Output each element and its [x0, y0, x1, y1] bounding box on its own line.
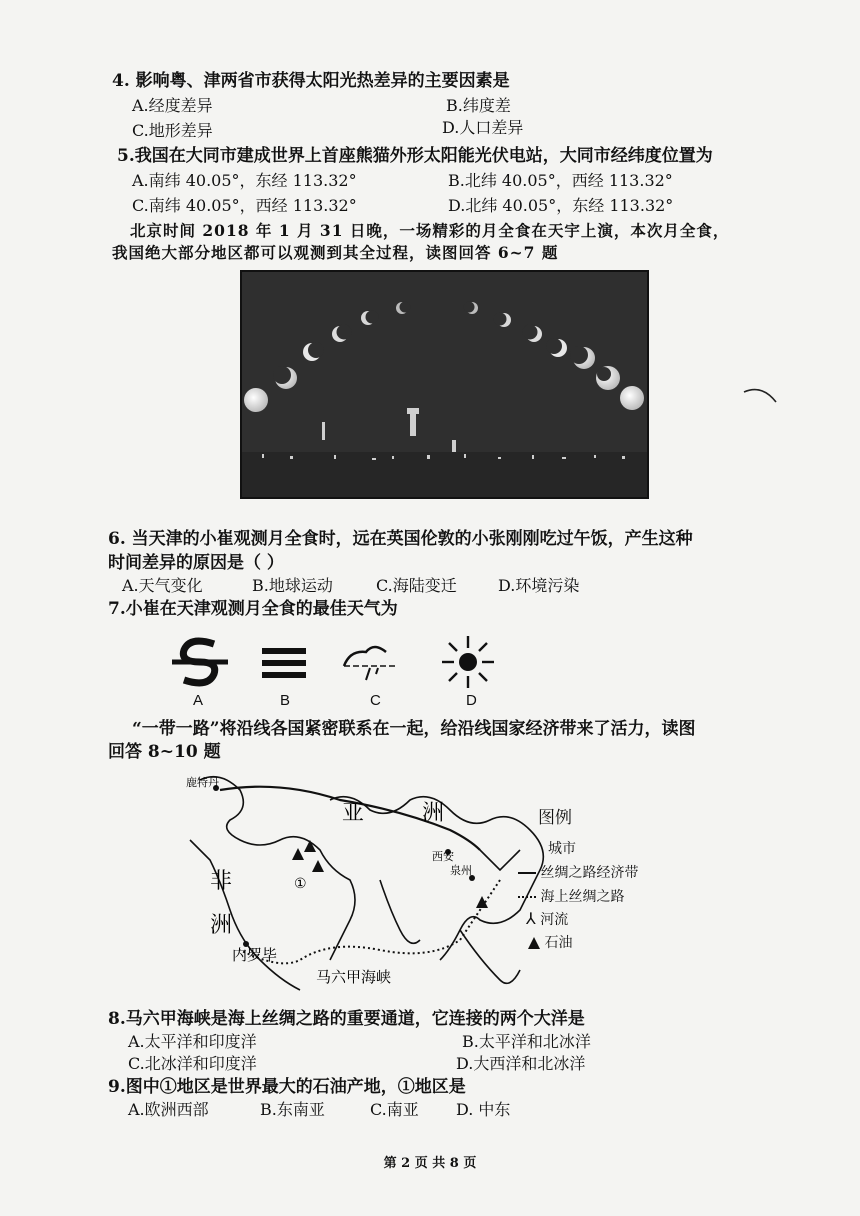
- map-label-region-1: ①: [294, 877, 307, 892]
- q6-stem-line2: 时间差异的原因是（ ）: [108, 553, 284, 573]
- legend-city: 城市: [548, 841, 576, 857]
- city-nairobi-dot: [243, 941, 249, 947]
- q4-option-a: A.经度差异: [132, 96, 213, 115]
- legend-silk-road-belt: [518, 862, 638, 882]
- legend-solid-line-swatch: [518, 872, 536, 874]
- legend-oil: [528, 932, 572, 952]
- legend-maritime-silk-road: [518, 886, 624, 906]
- pen-mark-decoration: [742, 384, 782, 414]
- map-label-rotterdam: 鹿特丹: [186, 777, 219, 789]
- q9-stem: 9.图中①地区是世界最大的石油产地，①地区是: [108, 1077, 466, 1097]
- map-label-quanzhou: 泉州: [450, 865, 472, 877]
- q4-stem: 4. 影响粤、津两省市获得太阳光热差异的主要因素是: [112, 71, 510, 91]
- legend-dotted-line-swatch: [518, 896, 536, 898]
- fog-icon: [256, 632, 316, 692]
- map-label-africa-1: 非: [210, 868, 233, 893]
- map-label-malacca: 马六甲海峡: [316, 970, 392, 986]
- q8-option-a: A.太平洋和印度洋: [128, 1032, 257, 1051]
- intro-6-7-line2: 我国绝大部分地区都可以观测到其全过程，读图回答 6~7 题: [112, 243, 559, 262]
- q5-option-c: C.南纬 40.05°，西经 113.32°: [132, 196, 357, 215]
- oil-symbol: [304, 840, 316, 852]
- legend-river: [526, 909, 568, 929]
- map-label-asia-1: 亚: [342, 800, 365, 825]
- q6-option-b: B.地球运动: [252, 576, 333, 595]
- rain-icon: [340, 632, 400, 692]
- q6-option-d: D.环境污染: [498, 576, 580, 595]
- q6-option-a: A.天气变化: [122, 576, 203, 595]
- lunar-eclipse-photo: [240, 270, 649, 499]
- q9-option-a: A.欧洲西部: [128, 1100, 209, 1119]
- sunny-icon: [438, 632, 498, 692]
- q7-label-c: C: [370, 692, 381, 709]
- q7-label-a: A: [193, 692, 204, 709]
- q8-stem: 8.马六甲海峡是海上丝绸之路的重要通道，它连接的两个大洋是: [108, 1009, 585, 1029]
- q8-option-d: D.大西洋和北冰洋: [456, 1054, 586, 1073]
- q5-option-a: A.南纬 40.05°，东经 113.32°: [132, 171, 357, 190]
- legend-silk-road-belt-label: 丝绸之路经济带: [540, 865, 639, 881]
- q4-option-c: C.地形差异: [132, 121, 213, 140]
- q9-option-b: B.东南亚: [260, 1100, 325, 1119]
- q7-label-d: D: [466, 692, 477, 709]
- q6-option-c: C.海陆变迁: [376, 576, 457, 595]
- q8-option-b: B.太平洋和北冰洋: [462, 1032, 591, 1051]
- typhoon-icon: [170, 632, 230, 692]
- map-label-africa-2: 洲: [210, 912, 233, 937]
- oil-icon: [528, 937, 540, 949]
- legend-maritime-label: 海上丝绸之路: [540, 889, 625, 905]
- maritime-silk-road-route: [240, 880, 500, 963]
- page-footer: 第 2 页 共 8 页: [383, 1156, 477, 1171]
- q5-stem: 5.我国在大同市建成世界上首座熊猫外形太阳能光伏电站，大同市经纬度位置为: [117, 146, 713, 166]
- oil-symbol: [312, 860, 324, 872]
- q7-label-b: B: [280, 692, 291, 709]
- q4-option-d: D.人口差异: [442, 118, 524, 137]
- legend-river-label: 河流: [540, 912, 569, 928]
- q8-option-c: C.北冰洋和印度洋: [128, 1054, 257, 1073]
- map-label-xian: 西安: [432, 851, 454, 863]
- intro-6-7-line1: 北京时间 2018 年 1 月 31 日晚，一场精彩的月全食在天宇上演，本次月全食，: [130, 221, 730, 240]
- intro-8-10-line1: “一带一路”将沿线各国紧密联系在一起，给沿线国家经济带来了活力，读图: [132, 719, 696, 739]
- legend-title: 图例: [538, 808, 572, 828]
- river-icon: ⅄: [526, 909, 536, 928]
- q4-option-b: B.纬度差: [446, 96, 511, 115]
- q9-option-c: C.南亚: [370, 1100, 419, 1119]
- intro-8-10-line2: 回答 8~10 题: [108, 742, 221, 762]
- q7-stem: 7.小崔在天津观测月全食的最佳天气为: [108, 599, 398, 619]
- oil-symbol: [292, 848, 304, 860]
- q5-option-d: D.北纬 40.05°，东经 113.32°: [448, 196, 674, 215]
- map-label-nairobi: 内罗毕: [232, 948, 278, 964]
- q9-option-d: D. 中东: [456, 1100, 511, 1119]
- legend-oil-label: 石油: [544, 935, 573, 951]
- q5-option-b: B.北纬 40.05°，西经 113.32°: [448, 171, 673, 190]
- q6-stem-line1: 6. 当天津的小崔观测月全食时，远在英国伦敦的小张刚刚吃过午饭，产生这种: [108, 529, 693, 549]
- map-label-asia-2: 洲: [422, 800, 445, 825]
